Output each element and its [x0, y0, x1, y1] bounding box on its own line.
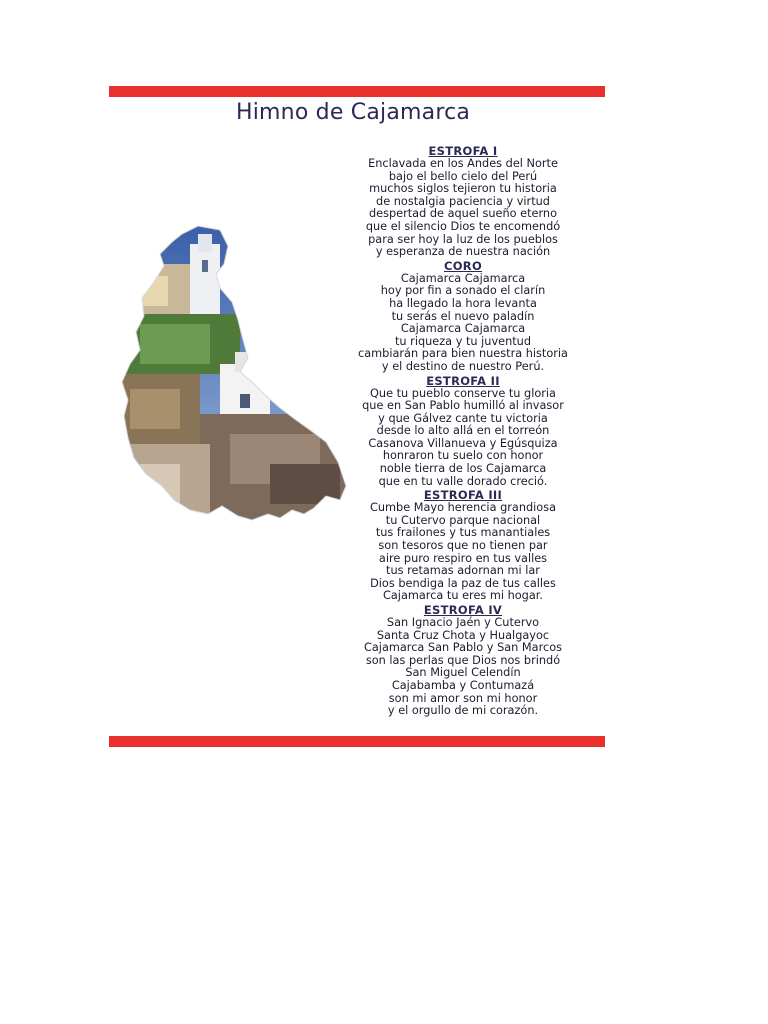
lyric-line: son las perlas que Dios nos brindó	[365, 653, 561, 667]
lyric-line: San Ignacio Jaén y Cutervo	[386, 616, 540, 629]
lyric-line: y el destino de nuestro Perú.	[381, 359, 545, 373]
cajamarca-map-collage-image	[120, 224, 350, 524]
lyric-line: cambiarán para bien nuestra historia	[358, 347, 568, 361]
lyric-line: Santa Cruz Chota y Hualgayoc	[376, 628, 550, 642]
lyric-line: tu serás el nuevo paladín	[391, 309, 535, 323]
lyric-line: tu riqueza y tu juventud	[395, 334, 531, 348]
lyric-line: que en San Pablo humilló al invasor	[362, 399, 564, 413]
lyric-line: Enclavada en los Andes del Norte	[368, 157, 558, 170]
lyric-line: y esperanza de nuestra nación	[375, 245, 551, 259]
lyric-line: bajo el bello cielo del Perú	[388, 169, 538, 183]
lyric-line: hoy por fin a sonado el clarín	[380, 284, 546, 298]
section-heading: ESTROFA II	[426, 373, 500, 388]
lyric-line: son tesoros que no tienen par	[378, 539, 548, 553]
hymn-lyrics	[332, 144, 594, 718]
bottom-accent-bar	[109, 736, 605, 747]
lyric-line: que en tu valle dorado creció.	[378, 474, 548, 488]
lyric-line: son mi amor son mi honor	[388, 691, 538, 705]
lyric-line: Que tu pueblo conserve tu gloria	[370, 386, 556, 400]
lyric-line: ha llegado la hora levanta	[389, 296, 537, 310]
section-heading: CORO	[443, 258, 483, 273]
lyric-line: desde lo alto allá en el torreón	[376, 424, 550, 438]
lyric-line: y que Gálvez cante tu victoria	[378, 411, 548, 425]
lyric-line: tu Cutervo parque nacional	[385, 513, 541, 527]
lyric-line: tus frailones y tus manantiales	[375, 526, 551, 540]
lyric-line: aire puro respiro en tus valles	[378, 551, 548, 565]
lyric-line: de nostalgia paciencia y virtud	[376, 194, 550, 208]
lyric-line: despertad de aquel sueño eterno	[368, 207, 558, 221]
lyric-line: Cajamarca Cajamarca	[400, 271, 526, 285]
section-heading: ESTROFA I	[428, 144, 498, 158]
lyric-line: San Miguel Celendín	[405, 666, 521, 680]
lyric-line: Dios bendiga la paz de tus calles	[370, 576, 556, 590]
top-accent-bar	[109, 86, 605, 97]
lyric-line: y el orgullo de mi corazón.	[387, 704, 539, 718]
lyric-line: tus retamas adornan mi lar	[386, 564, 540, 578]
section-heading: ESTROFA III	[423, 488, 503, 503]
lyric-line: Casanova Villanueva y Egúsquiza	[368, 436, 558, 450]
lyric-line: honraron tu suelo con honor	[382, 449, 544, 463]
lyric-line: muchos siglos tejieron tu historia	[369, 182, 557, 196]
lyric-line: Cajamarca tu eres mi hogar.	[383, 589, 543, 603]
lyric-line: Cajamarca San Pablo y San Marcos	[364, 641, 562, 655]
lyric-line: Cumbe Mayo herencia grandiosa	[369, 501, 557, 515]
lyric-line: que el silencio Dios te encomendó	[365, 219, 561, 233]
lyric-line: para ser hoy la luz de los pueblos	[368, 232, 558, 246]
page-title: Himno de Cajamarca	[236, 100, 471, 125]
lyric-line: Cajabamba y Contumazá	[391, 678, 535, 692]
lyric-line: Cajamarca Cajamarca	[400, 322, 526, 336]
section-heading: ESTROFA IV	[423, 603, 503, 617]
lyric-line: noble tierra de los Cajamarca	[379, 462, 547, 476]
